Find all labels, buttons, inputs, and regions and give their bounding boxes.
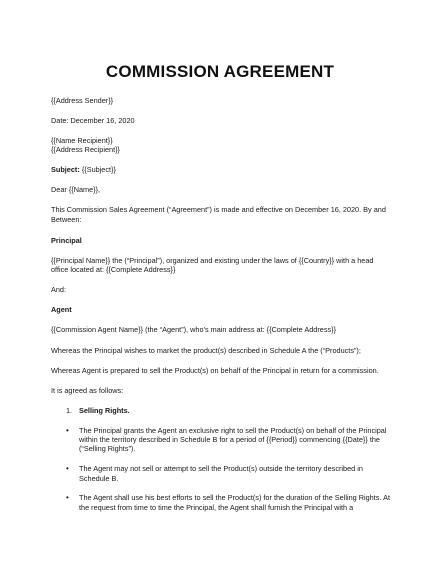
principal-line-1: {{Principal Name}} the (“Principal”), organized and existing under the laws of {{Country}} with a head bbox=[51, 256, 374, 265]
principal-line-2: office located at: {{Complete Address}} bbox=[51, 265, 176, 274]
salutation: Dear {{Name}}, bbox=[51, 185, 101, 194]
name-recipient: {{Name Recipient}} bbox=[51, 136, 113, 145]
bullet-icon: • bbox=[66, 464, 69, 473]
bullet-1-line-3: (“Selling Rights”). bbox=[79, 444, 136, 453]
bullet-2-line-1: The Agent may not sell or attempt to sell the Product(s) outside the territory described in bbox=[79, 464, 363, 473]
subject-line bbox=[51, 165, 116, 174]
list-number: 1. bbox=[66, 406, 73, 415]
bullet-3-line-2: the request from time to time the Principal, the Agent shall furnish the Principal with a bbox=[79, 503, 354, 512]
intro-line-1: This Commission Sales Agreement (“Agreement”) is made and effective on December 16, 2020. By and bbox=[51, 205, 386, 214]
bullet-1-line-1: The Principal grants the Agent an exclusive right to sell the Product(s) on behalf of the Principal bbox=[79, 426, 387, 435]
and-line: And: bbox=[51, 285, 67, 294]
date-line: Date: December 16, 2020 bbox=[51, 116, 135, 125]
address-sender: {{Address Sender}} bbox=[51, 96, 114, 105]
subject-label: Subject: bbox=[51, 165, 80, 174]
bullet-icon: • bbox=[66, 493, 69, 502]
bullet-1-line-2: within the territory described in Schedule B for a period of {{Period}} commencing {{Date}} the bbox=[79, 435, 380, 444]
intro-line-2: Between: bbox=[51, 215, 82, 224]
bullet-3-line-1: The Agent shall use his best efforts to sell the Product(s) for the duration of the Selling Rights. At bbox=[79, 493, 390, 502]
agent-line: {{Commission Agent Name}} (the “Agent”), who’s main address at: {{Complete Address}} bbox=[51, 325, 337, 334]
subject-value: {{Subject}} bbox=[79, 165, 116, 174]
bullet-icon: • bbox=[66, 426, 69, 435]
principal-heading: Principal bbox=[51, 236, 82, 245]
address-recipient: {{Address Recipient}} bbox=[51, 145, 120, 154]
agreed-line: It is agreed as follows: bbox=[51, 386, 124, 395]
agent-heading: Agent bbox=[51, 305, 72, 314]
document-title: COMMISSION AGREEMENT bbox=[105, 62, 335, 81]
whereas-line-1: Whereas the Principal wishes to market the product(s) described in Schedule A the (“Products”); bbox=[51, 346, 361, 355]
whereas-line-2: Whereas Agent is prepared to sell the Product(s) on behalf of the Principal in return for a commission. bbox=[51, 366, 379, 375]
bullet-2-line-2: Schedule B. bbox=[79, 474, 119, 483]
list-heading: Selling Rights. bbox=[79, 406, 130, 415]
